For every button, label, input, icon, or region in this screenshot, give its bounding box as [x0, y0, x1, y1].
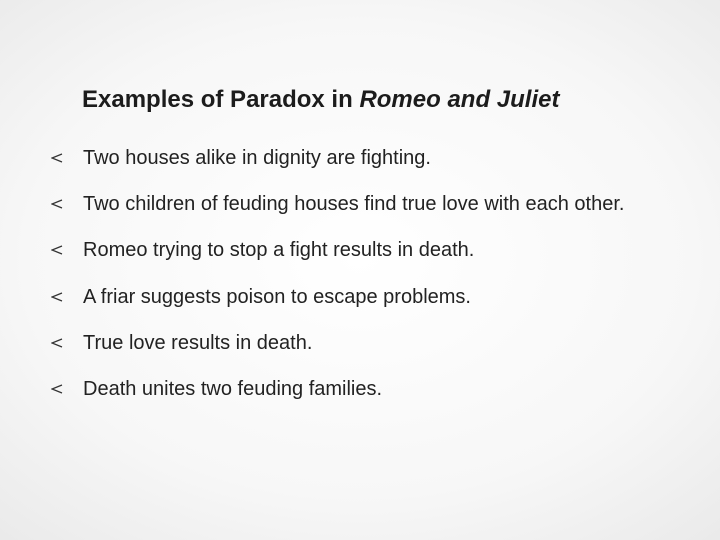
bullet-text: Romeo trying to stop a fight results in death.: [83, 239, 475, 261]
arrowhead-left-icon: [51, 292, 63, 302]
arrowhead-left-icon: [51, 338, 63, 348]
bullet-item: [0, 238, 720, 262]
slide-title-italic: Romeo and Juliet: [359, 86, 560, 113]
arrowhead-left-icon: [51, 199, 63, 209]
bullet-text: Two houses alike in dignity are fighting.: [83, 147, 431, 169]
bullet-item: [0, 146, 720, 170]
arrowhead-left-icon: [51, 245, 63, 255]
bullet-text: Two children of feuding houses find true love with each other.: [83, 193, 625, 215]
slide-title-text: Examples of Paradox in: [82, 86, 360, 113]
arrowhead-left-icon: [51, 384, 63, 394]
bullet-text: Death unites two feuding families.: [83, 378, 383, 400]
bullet-text: True love results in death.: [83, 332, 313, 354]
bullet-item: [0, 377, 720, 401]
bullet-text: A friar suggests poison to escape problems.: [83, 286, 471, 308]
bullet-item: [0, 285, 720, 309]
bullet-item: [0, 331, 720, 355]
arrowhead-left-icon: [51, 153, 63, 163]
bullet-item: [0, 192, 720, 216]
